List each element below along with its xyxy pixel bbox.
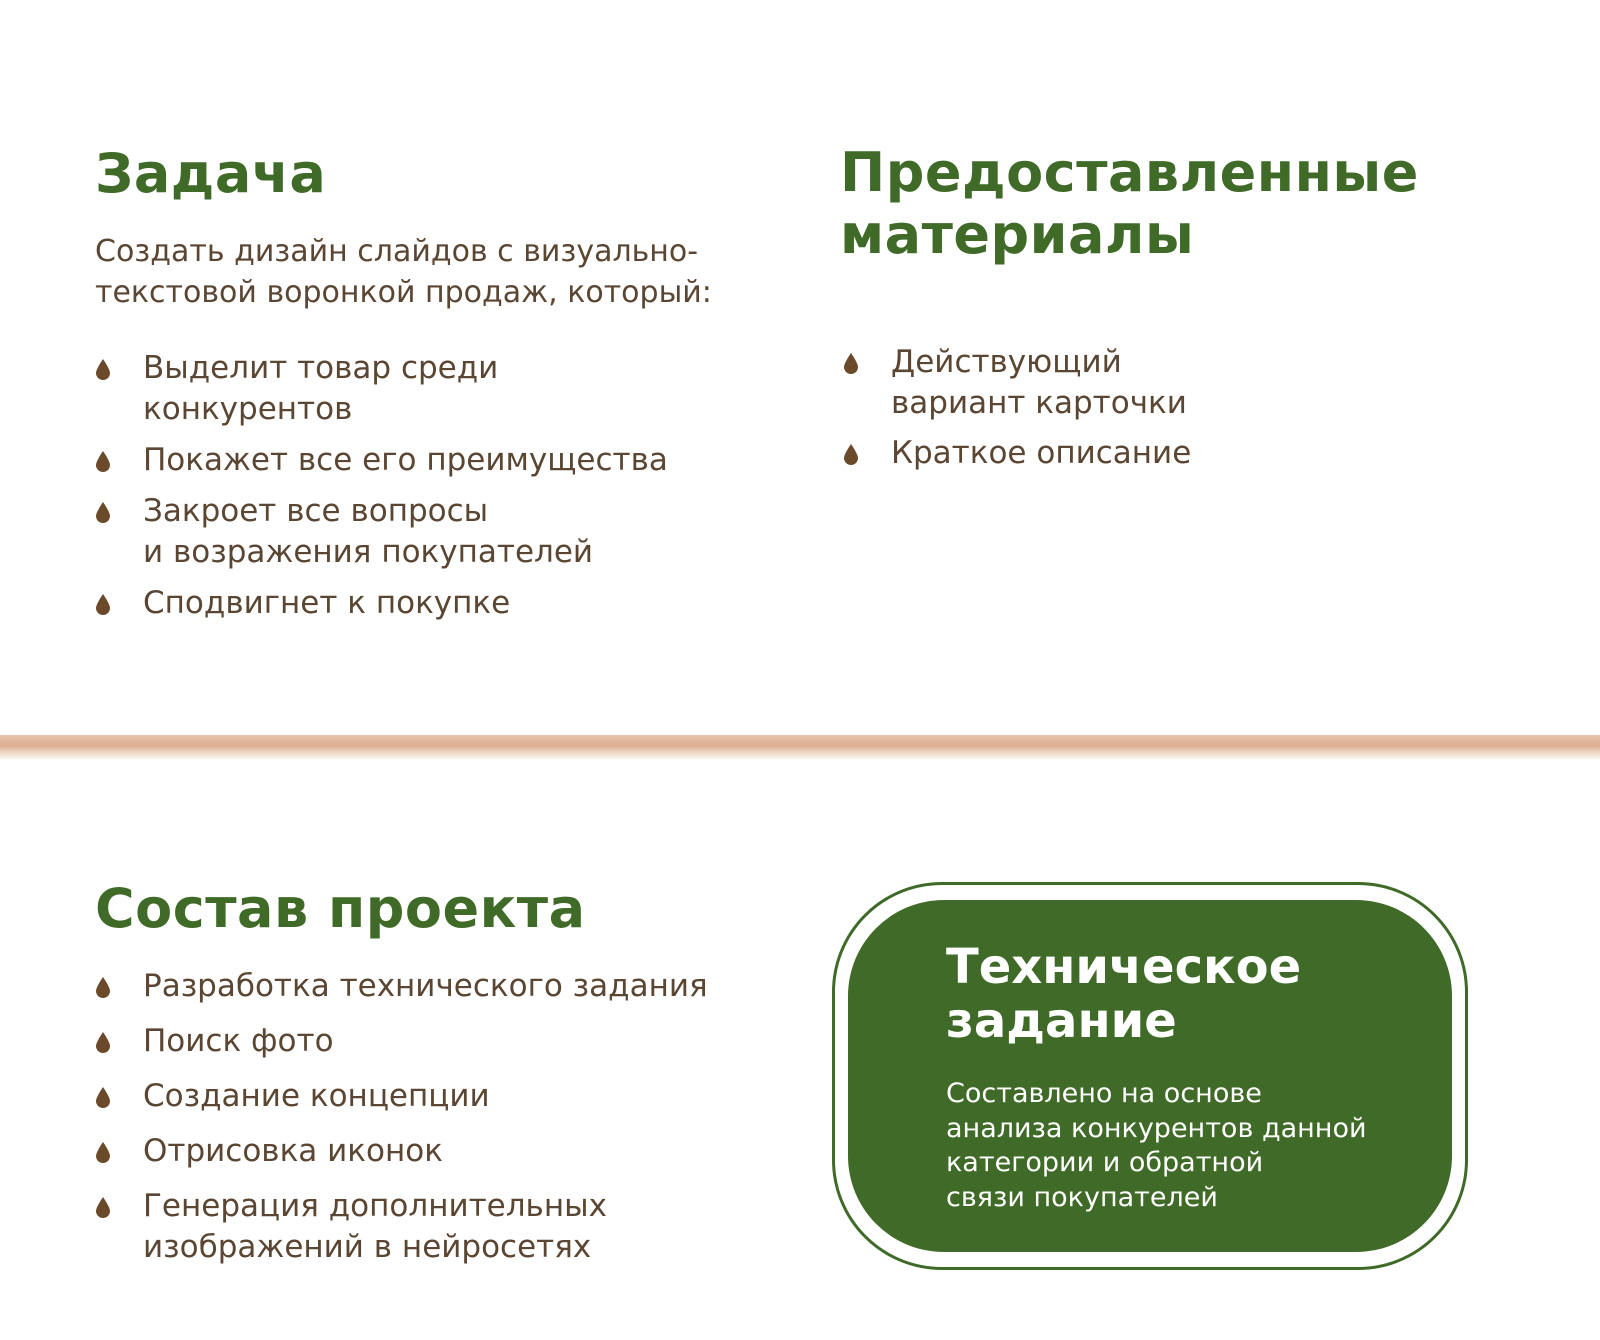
list-item-text: Краткое описание [891, 435, 1192, 471]
tech-card-text-line: категории и обратной [946, 1147, 1264, 1178]
drop-icon [95, 502, 111, 524]
list-item [843, 433, 1483, 474]
list-item-text: и возражения покупателей [143, 534, 594, 570]
tech-card-text-line: связи покупателей [946, 1181, 1218, 1213]
list-item [95, 348, 795, 430]
materials-heading-line: материалы [840, 203, 1195, 266]
tech-card-text [946, 1077, 1416, 1215]
materials-heading-line: Предоставленные [840, 141, 1419, 204]
task-heading: Задача [95, 142, 327, 205]
list-item [95, 1186, 815, 1268]
list-item-text: Разработка технического задания [143, 968, 708, 1004]
section-divider [0, 735, 1600, 759]
list-item-text: изображений в нейросетях [143, 1229, 592, 1265]
list-item-text: Создание концепции [143, 1078, 490, 1114]
list-item [95, 583, 795, 624]
drop-icon [95, 1032, 111, 1054]
list-item-text: Отрисовка иконок [143, 1133, 443, 1169]
list-item-text: Сподвигнет к покупке [143, 585, 511, 621]
list-item-text: Действующий [891, 344, 1122, 380]
drop-icon [95, 977, 111, 999]
tech-card-title-line: Техническое [946, 939, 1302, 995]
tech-card-title-line: задание [946, 993, 1177, 1049]
list-item [95, 440, 795, 481]
list-item-text: вариант карточки [891, 385, 1187, 421]
tech-card-text-line: Составлено на основе [946, 1078, 1262, 1109]
list-item-text: конкурентов [143, 391, 353, 427]
drop-icon [843, 444, 859, 466]
list-item [95, 966, 815, 1007]
drop-icon [843, 353, 859, 375]
task-intro-line: текстовой воронкой продаж, который: [95, 275, 712, 310]
list-item-text: Генерация дополнительных [143, 1188, 607, 1224]
list-item [95, 1021, 815, 1062]
drop-icon [95, 1142, 111, 1164]
task-list [95, 348, 795, 634]
materials-list [843, 342, 1483, 483]
list-item [95, 1076, 815, 1117]
list-item-text: Выделит товар среди [143, 350, 499, 386]
list-item-text: Поиск фото [143, 1023, 334, 1059]
drop-icon [95, 1087, 111, 1109]
composition-list [95, 966, 815, 1282]
list-item-text: Покажет все его преимущества [143, 442, 668, 478]
list-item-text: Закроет все вопросы [143, 493, 489, 529]
materials-heading [840, 142, 1480, 266]
list-item [843, 342, 1483, 424]
drop-icon [95, 594, 111, 616]
list-item [95, 491, 795, 573]
task-intro [95, 231, 775, 313]
composition-heading: Состав проекта [95, 877, 586, 940]
tech-card-text-line: анализа конкурентов данной [946, 1112, 1367, 1144]
drop-icon [95, 359, 111, 381]
list-item [95, 1131, 815, 1172]
task-intro-line: Создать дизайн слайдов с визуально- [95, 234, 699, 269]
drop-icon [95, 1197, 111, 1219]
drop-icon [95, 451, 111, 473]
tech-card-title [946, 940, 1426, 1048]
